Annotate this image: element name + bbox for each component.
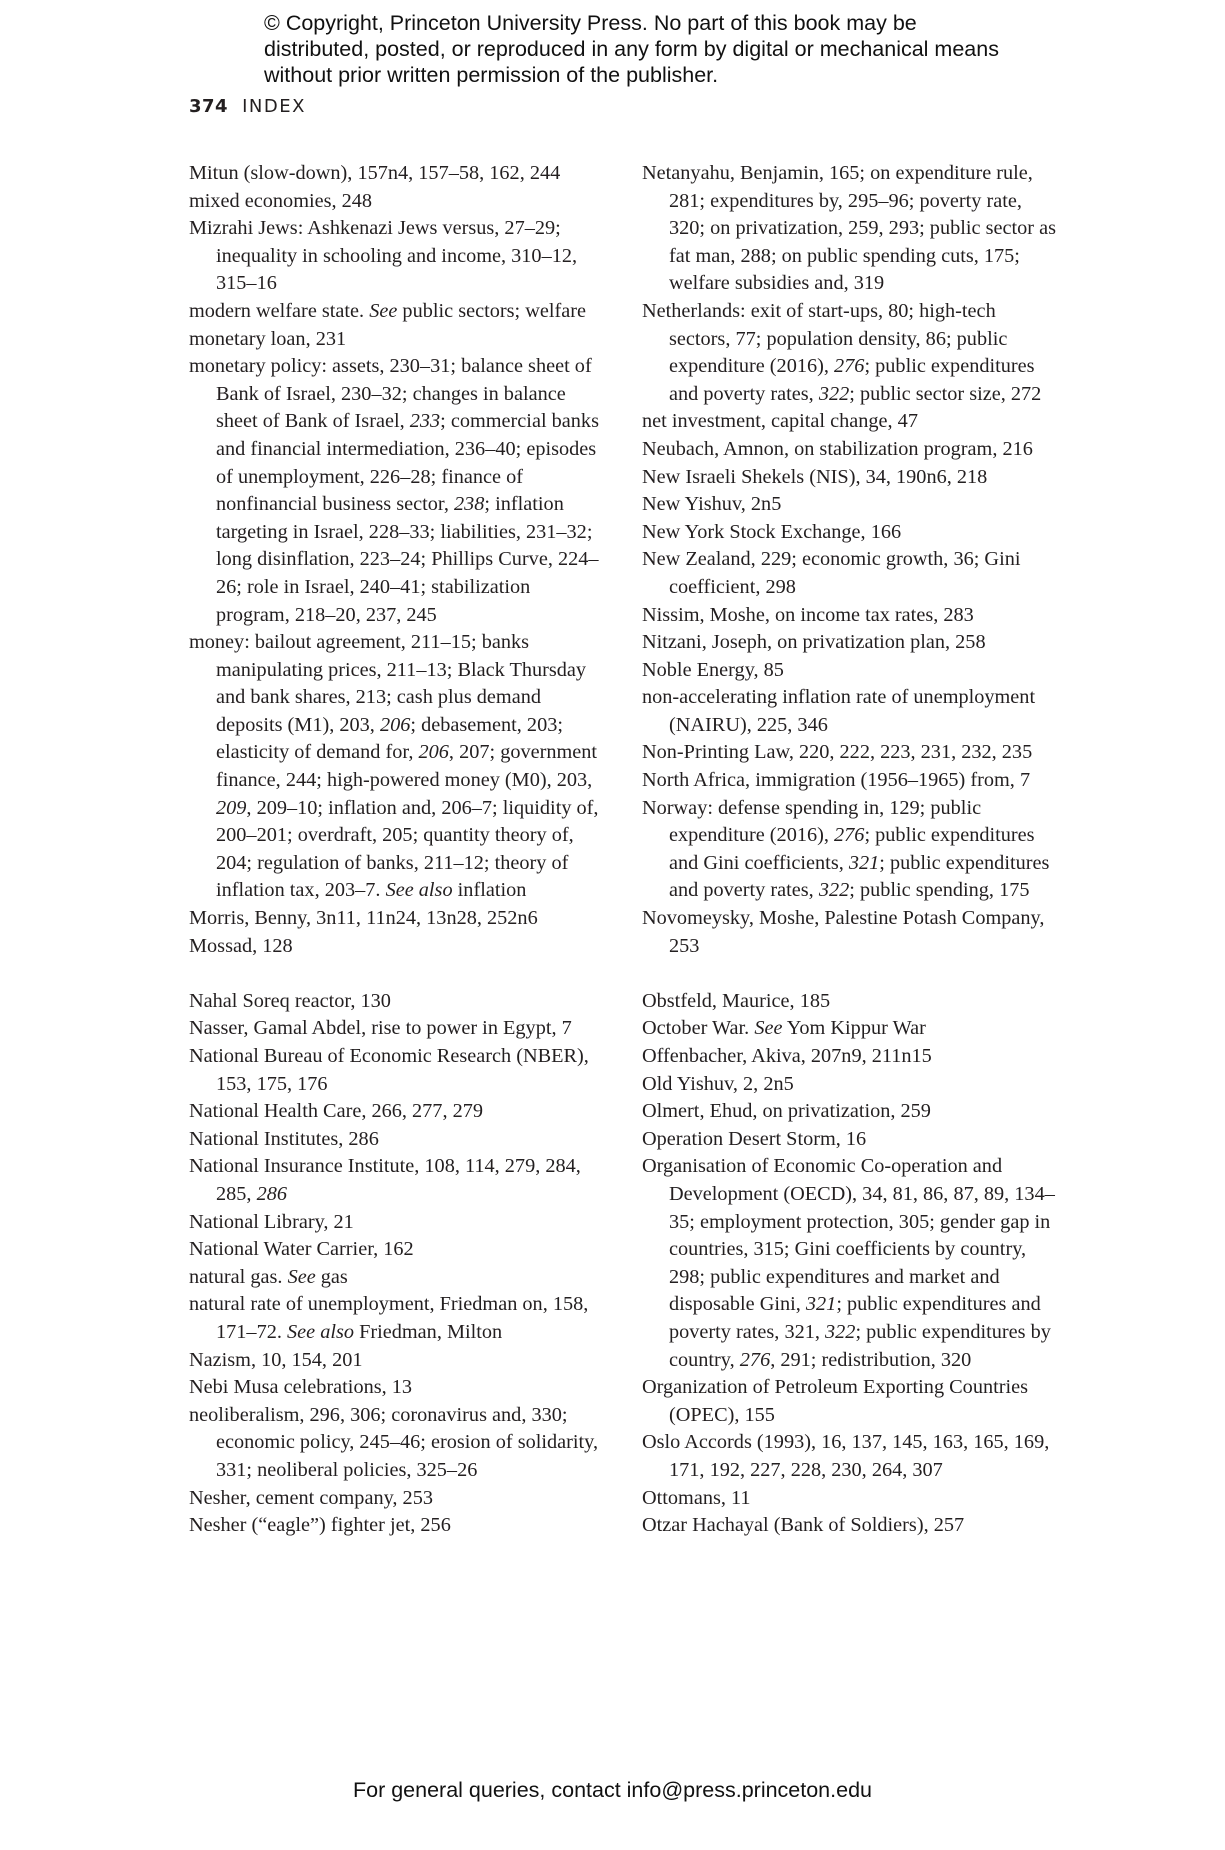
section-title: INDEX bbox=[242, 96, 306, 117]
index-entry: Morris, Benny, 3n11, 11n24, 13n28, 252n6 bbox=[189, 907, 538, 930]
index-entry: Nebi Musa celebrations, 13 bbox=[189, 1376, 413, 1399]
index-entry: New Zealand, 229; economic growth, 36; Gini coefficient, 298 bbox=[642, 548, 1021, 598]
index-entry: Old Yishuv, 2, 2n5 bbox=[642, 1072, 794, 1095]
index-entry: Nahal Soreq reactor, 130 bbox=[189, 989, 391, 1012]
index-entry: National Institutes, 286 bbox=[189, 1127, 379, 1150]
index-entry: Olmert, Ehud, on privatization, 259 bbox=[642, 1100, 931, 1123]
index-entry: monetary loan, 231 bbox=[189, 327, 347, 350]
index-entry: Noble Energy, 85 bbox=[642, 658, 784, 681]
index-entry: Mitun (slow-down), 157n4, 157–58, 162, 244 bbox=[189, 162, 561, 184]
index-entry: Mossad, 128 bbox=[189, 934, 293, 957]
index-entry: Nesher, cement company, 253 bbox=[189, 1486, 433, 1509]
index-column-left bbox=[189, 160, 609, 1540]
index-entry: Novomeysky, Moshe, Palestine Potash Company, 253 bbox=[642, 907, 1045, 957]
page-number: 374 bbox=[189, 96, 229, 117]
index-column-right bbox=[642, 160, 1057, 1540]
index-entry: Operation Desert Storm, 16 bbox=[642, 1127, 867, 1150]
copyright-notice: © Copyright, Princeton University Press. No part of this book may be distributed, posted, or reproduced in any form by digital or mechanical means without prior written permission of the publisher. bbox=[264, 11, 999, 87]
letter-group-separator bbox=[189, 960, 609, 988]
contact-footer: For general queries, contact info@press.princeton.edu bbox=[352, 1778, 872, 1802]
index-entry: National Water Carrier, 162 bbox=[189, 1238, 414, 1261]
index-entry: Nissim, Moshe, on income tax rates, 283 bbox=[642, 603, 974, 626]
index-entry: Organisation of Economic Co-operation and Development (OECD), 34, 81, 86, 87, 89, 134–35; employment protection, 305; gender gap in countries, 315; Gini coefficients by country, 298; public expenditures and market and disposable Gini, 321; public expenditures and poverty rates, 321, 322; public expenditures by country, 276, 291; redistribution, 320 bbox=[642, 1155, 1055, 1371]
index-entry: North Africa, immigration (1956–1965) from, 7 bbox=[642, 769, 1031, 792]
running-head bbox=[189, 96, 306, 117]
index-entry: Mizrahi Jews: Ashkenazi Jews versus, 27–29; inequality in schooling and income, 310–12, 315–16 bbox=[189, 217, 578, 295]
index-entry: neoliberalism, 296, 306; coronavirus and, 330; economic policy, 245–46; erosion of solidarity, 331; neoliberal policies, 325–26 bbox=[189, 1403, 599, 1481]
index-entry: Nazism, 10, 154, 201 bbox=[189, 1348, 363, 1371]
index-entry: New York Stock Exchange, 166 bbox=[642, 520, 902, 543]
index-entry: Non-Printing Law, 220, 222, 223, 231, 232, 235 bbox=[642, 741, 1033, 764]
index-entry: natural gas. See gas bbox=[189, 1265, 348, 1288]
index-entry: Offenbacher, Akiva, 207n9, 211n15 bbox=[642, 1045, 932, 1067]
index-entry: non-accelerating inflation rate of unemployment (NAIRU), 225, 346 bbox=[642, 686, 1036, 736]
index-entry: mixed economies, 248 bbox=[189, 189, 373, 212]
index-entry: Nesher (“eagle”) fighter jet, 256 bbox=[189, 1514, 451, 1537]
index-entry: Ottomans, 11 bbox=[642, 1486, 751, 1509]
index-entry: natural rate of unemployment, Friedman on, 158, 171–72. See also Friedman, Milton bbox=[189, 1293, 589, 1343]
index-entry: Neubach, Amnon, on stabilization program, 216 bbox=[642, 437, 1033, 460]
index-entry: Netanyahu, Benjamin, 165; on expenditure rule, 281; expenditures by, 295–96; poverty rate, 320; on privatization, 259, 293; public sector as fat man, 288; on public spending cuts, 175; welfare subsidies and, 319 bbox=[642, 162, 1056, 295]
index-entry: monetary policy: assets, 230–31; balance sheet of Bank of Israel, 230–32; changes in balance sheet of Bank of Israel, 233; commercial banks and financial intermediation, 236–40; episodes of unemployment, 226–28; finance of nonfinancial business sector, 238; inflation targeting in Israel, 228–33; liabilities, 231–32; long disinflation, 223–24; Phillips Curve, 224–26; role in Israel, 240–41; stabilization program, 218–20, 237, 245 bbox=[189, 355, 599, 626]
index-entry: Nasser, Gamal Abdel, rise to power in Egypt, 7 bbox=[189, 1017, 572, 1040]
index-entry: Netherlands: exit of start-ups, 80; high-tech sectors, 77; population density, 86; public expenditure (2016), 276; public expenditures and poverty rates, 322; public sector size, 272 bbox=[642, 299, 1042, 405]
index-entry: Organization of Petroleum Exporting Countries (OPEC), 155 bbox=[642, 1376, 1029, 1426]
index-entry: Oslo Accords (1993), 16, 137, 145, 163, 165, 169, 171, 192, 227, 228, 230, 264, 307 bbox=[642, 1431, 1050, 1481]
index-entry: Otzar Hachayal (Bank of Soldiers), 257 bbox=[642, 1514, 965, 1537]
index-entry: National Bureau of Economic Research (NBER), 153, 175, 176 bbox=[189, 1045, 589, 1095]
index-entry: net investment, capital change, 47 bbox=[642, 410, 918, 433]
index-entry: Obstfeld, Maurice, 185 bbox=[642, 989, 831, 1012]
index-entry: National Health Care, 266, 277, 279 bbox=[189, 1100, 484, 1123]
index-entry: Norway: defense spending in, 129; public expenditure (2016), 276; public expenditures and Gini coefficients, 321; public expenditures and poverty rates, 322; public spending, 175 bbox=[642, 796, 1050, 902]
index-entry: New Yishuv, 2n5 bbox=[642, 493, 782, 516]
index-entry: October War. See Yom Kippur War bbox=[642, 1017, 926, 1040]
index-entry: New Israeli Shekels (NIS), 34, 190n6, 218 bbox=[642, 465, 988, 488]
index-entry: National Insurance Institute, 108, 114, 279, 284, 285, 286 bbox=[189, 1155, 581, 1205]
index-entry: money: bailout agreement, 211–15; banks manipulating prices, 211–13; Black Thursday and bank shares, 213; cash plus demand deposits (M1), 203, 206; debasement, 203; elasticity of demand for, 206, 207; government finance, 244; high-powered money (M0), 203, 209, 209–10; inflation and, 206–7; liquidity of, 200–201; overdraft, 205; quantity theory of, 204; regulation of banks, 211–12; theory of inflation tax, 203–7. See also inflation bbox=[189, 631, 599, 902]
index-entry: Nitzani, Joseph, on privatization plan, 258 bbox=[642, 631, 986, 654]
index-entry: National Library, 21 bbox=[189, 1210, 354, 1233]
letter-group-separator bbox=[642, 960, 1057, 988]
index-entry: modern welfare state. See public sectors; welfare bbox=[189, 299, 587, 322]
